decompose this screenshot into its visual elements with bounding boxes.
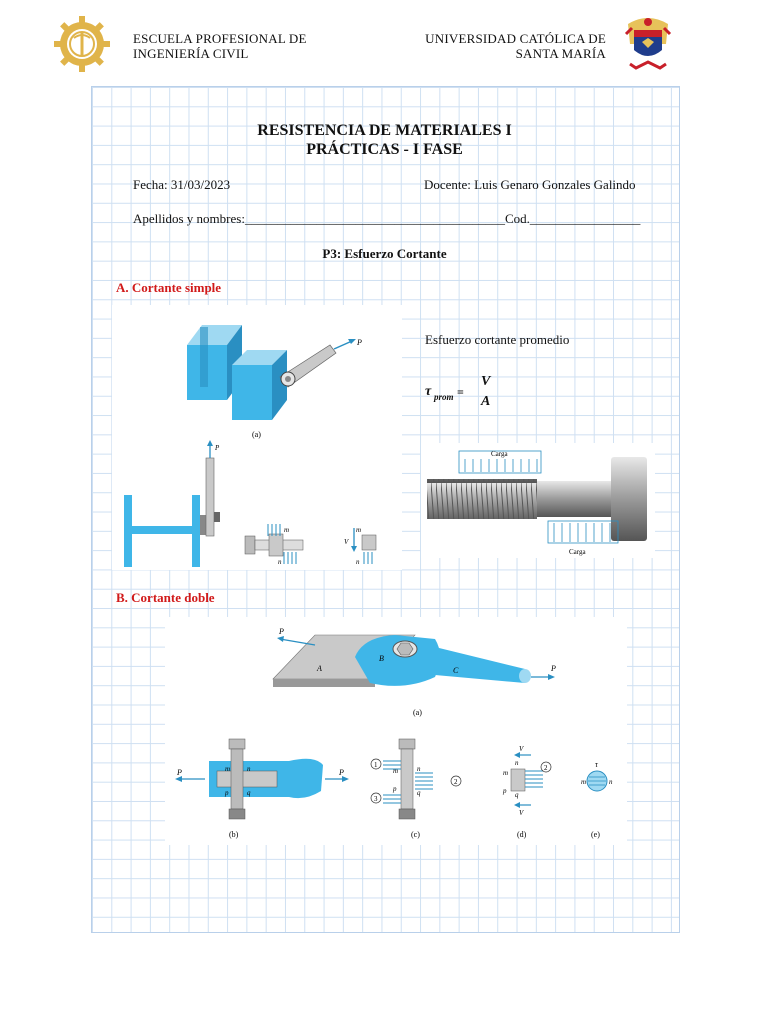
date-field: Fecha: 31/03/2023: [133, 177, 231, 192]
fig-b4-label-m: m: [503, 769, 509, 777]
fig-b-label-p-right: P: [551, 664, 556, 673]
formula-tau: τ: [425, 384, 432, 399]
school-name: [133, 31, 307, 61]
school-logo: [52, 14, 112, 74]
university-crest: [622, 14, 674, 76]
fig-b-label-c: C: [453, 666, 459, 675]
university-name-line2: SANTA MARÍA: [515, 46, 606, 61]
carga-top-label: Carga: [491, 450, 508, 458]
fig-b4-label-v-bottom: V: [519, 809, 524, 817]
fig-b-caption-b: (b): [229, 830, 239, 839]
single-shear-figure-bcd: [112, 440, 402, 570]
problem-heading: P3: Esfuerzo Cortante: [322, 246, 447, 261]
formula-subscript: prom: [434, 392, 454, 402]
formula-numerator: V: [481, 374, 491, 389]
single-shear-figure-a: [112, 305, 402, 443]
fig-b-label-a: A: [317, 664, 322, 673]
code-label: Cod.: [504, 211, 530, 226]
formula-equals: =: [457, 385, 464, 399]
fig-b2-label-q: q: [247, 789, 251, 797]
fig-b2-label-p: p: [225, 789, 229, 797]
fig-b-caption-a: (a): [413, 708, 422, 717]
teacher-field: Docente: Luis Genaro Gonzales Galindo: [424, 177, 636, 192]
fig-b5-label-m: m: [581, 778, 587, 786]
average-shear-formula: [425, 374, 505, 414]
name-line: [133, 211, 640, 227]
fig-a2-label-m2: m: [356, 526, 362, 534]
formula-denominator: A: [481, 394, 491, 409]
doc-subtitle: PRÁCTICAS - I FASE: [306, 141, 463, 158]
school-name-line1: ESCUELA PROFESIONAL DE: [133, 31, 307, 46]
fig-b5-label-tau: τ: [595, 760, 598, 769]
carga-bottom-label: Carga: [569, 548, 586, 556]
fig-b-label-b: B: [379, 654, 384, 663]
section-a-heading: A. Cortante simple: [116, 280, 222, 295]
fig-b3-label-n: n: [417, 765, 421, 773]
section-b-heading: B. Cortante doble: [116, 590, 215, 605]
fig-a-label-p: P: [357, 338, 362, 347]
fig-b3-circle-2: 2: [454, 778, 458, 786]
fig-b3-label-q: q: [417, 789, 421, 797]
fig-b4-label-p: p: [503, 787, 507, 795]
fig-b3-label-p: p: [393, 785, 397, 793]
double-shear-figure-bcde: [165, 725, 627, 845]
code-blank: _________________: [529, 211, 641, 226]
fig-b-caption-c: (c): [411, 830, 420, 839]
fig-b2-label-p-left: P: [177, 768, 182, 777]
fig-a-caption: (a): [252, 430, 261, 439]
fig-b2-label-m: m: [225, 765, 231, 773]
fig-b-caption-d: (d): [517, 830, 527, 839]
name-blank: ________________________________________: [244, 211, 505, 226]
fig-b4-label-n: n: [515, 759, 519, 767]
fig-b3-label-m: m: [393, 767, 399, 775]
fig-b-label-p-left: P: [279, 627, 284, 636]
fig-b-caption-e: (e): [591, 830, 600, 839]
university-name: [425, 31, 606, 61]
fig-b3-circle-3: 3: [374, 795, 378, 803]
doc-title: RESISTENCIA DE MATERIALES I: [257, 122, 512, 139]
formula-label: Esfuerzo cortante promedio: [425, 332, 570, 347]
fig-a2-label-n2: n: [356, 558, 360, 566]
fig-b4-circle-2: 2: [544, 764, 548, 772]
double-shear-figure-a: [165, 617, 627, 725]
fig-a2-label-m: m: [284, 526, 290, 534]
fig-b3-circle-1: 1: [374, 761, 378, 769]
fig-a2-label-p: P: [215, 444, 220, 452]
fig-b5-label-n: n: [609, 778, 613, 786]
bolt-load-photo: [421, 443, 655, 558]
fig-b2-label-n: n: [247, 765, 251, 773]
fig-a2-label-v: V: [344, 538, 349, 546]
fig-b2-label-p-right: P: [339, 768, 344, 777]
name-label: Apellidos y nombres:: [133, 211, 245, 226]
fig-b4-label-v-top: V: [519, 745, 524, 753]
university-name-line1: UNIVERSIDAD CATÓLICA DE: [425, 31, 606, 46]
fig-b4-label-q: q: [515, 791, 519, 799]
school-name-line2: INGENIERÍA CIVIL: [133, 46, 249, 61]
fig-a2-label-n: n: [278, 558, 282, 566]
